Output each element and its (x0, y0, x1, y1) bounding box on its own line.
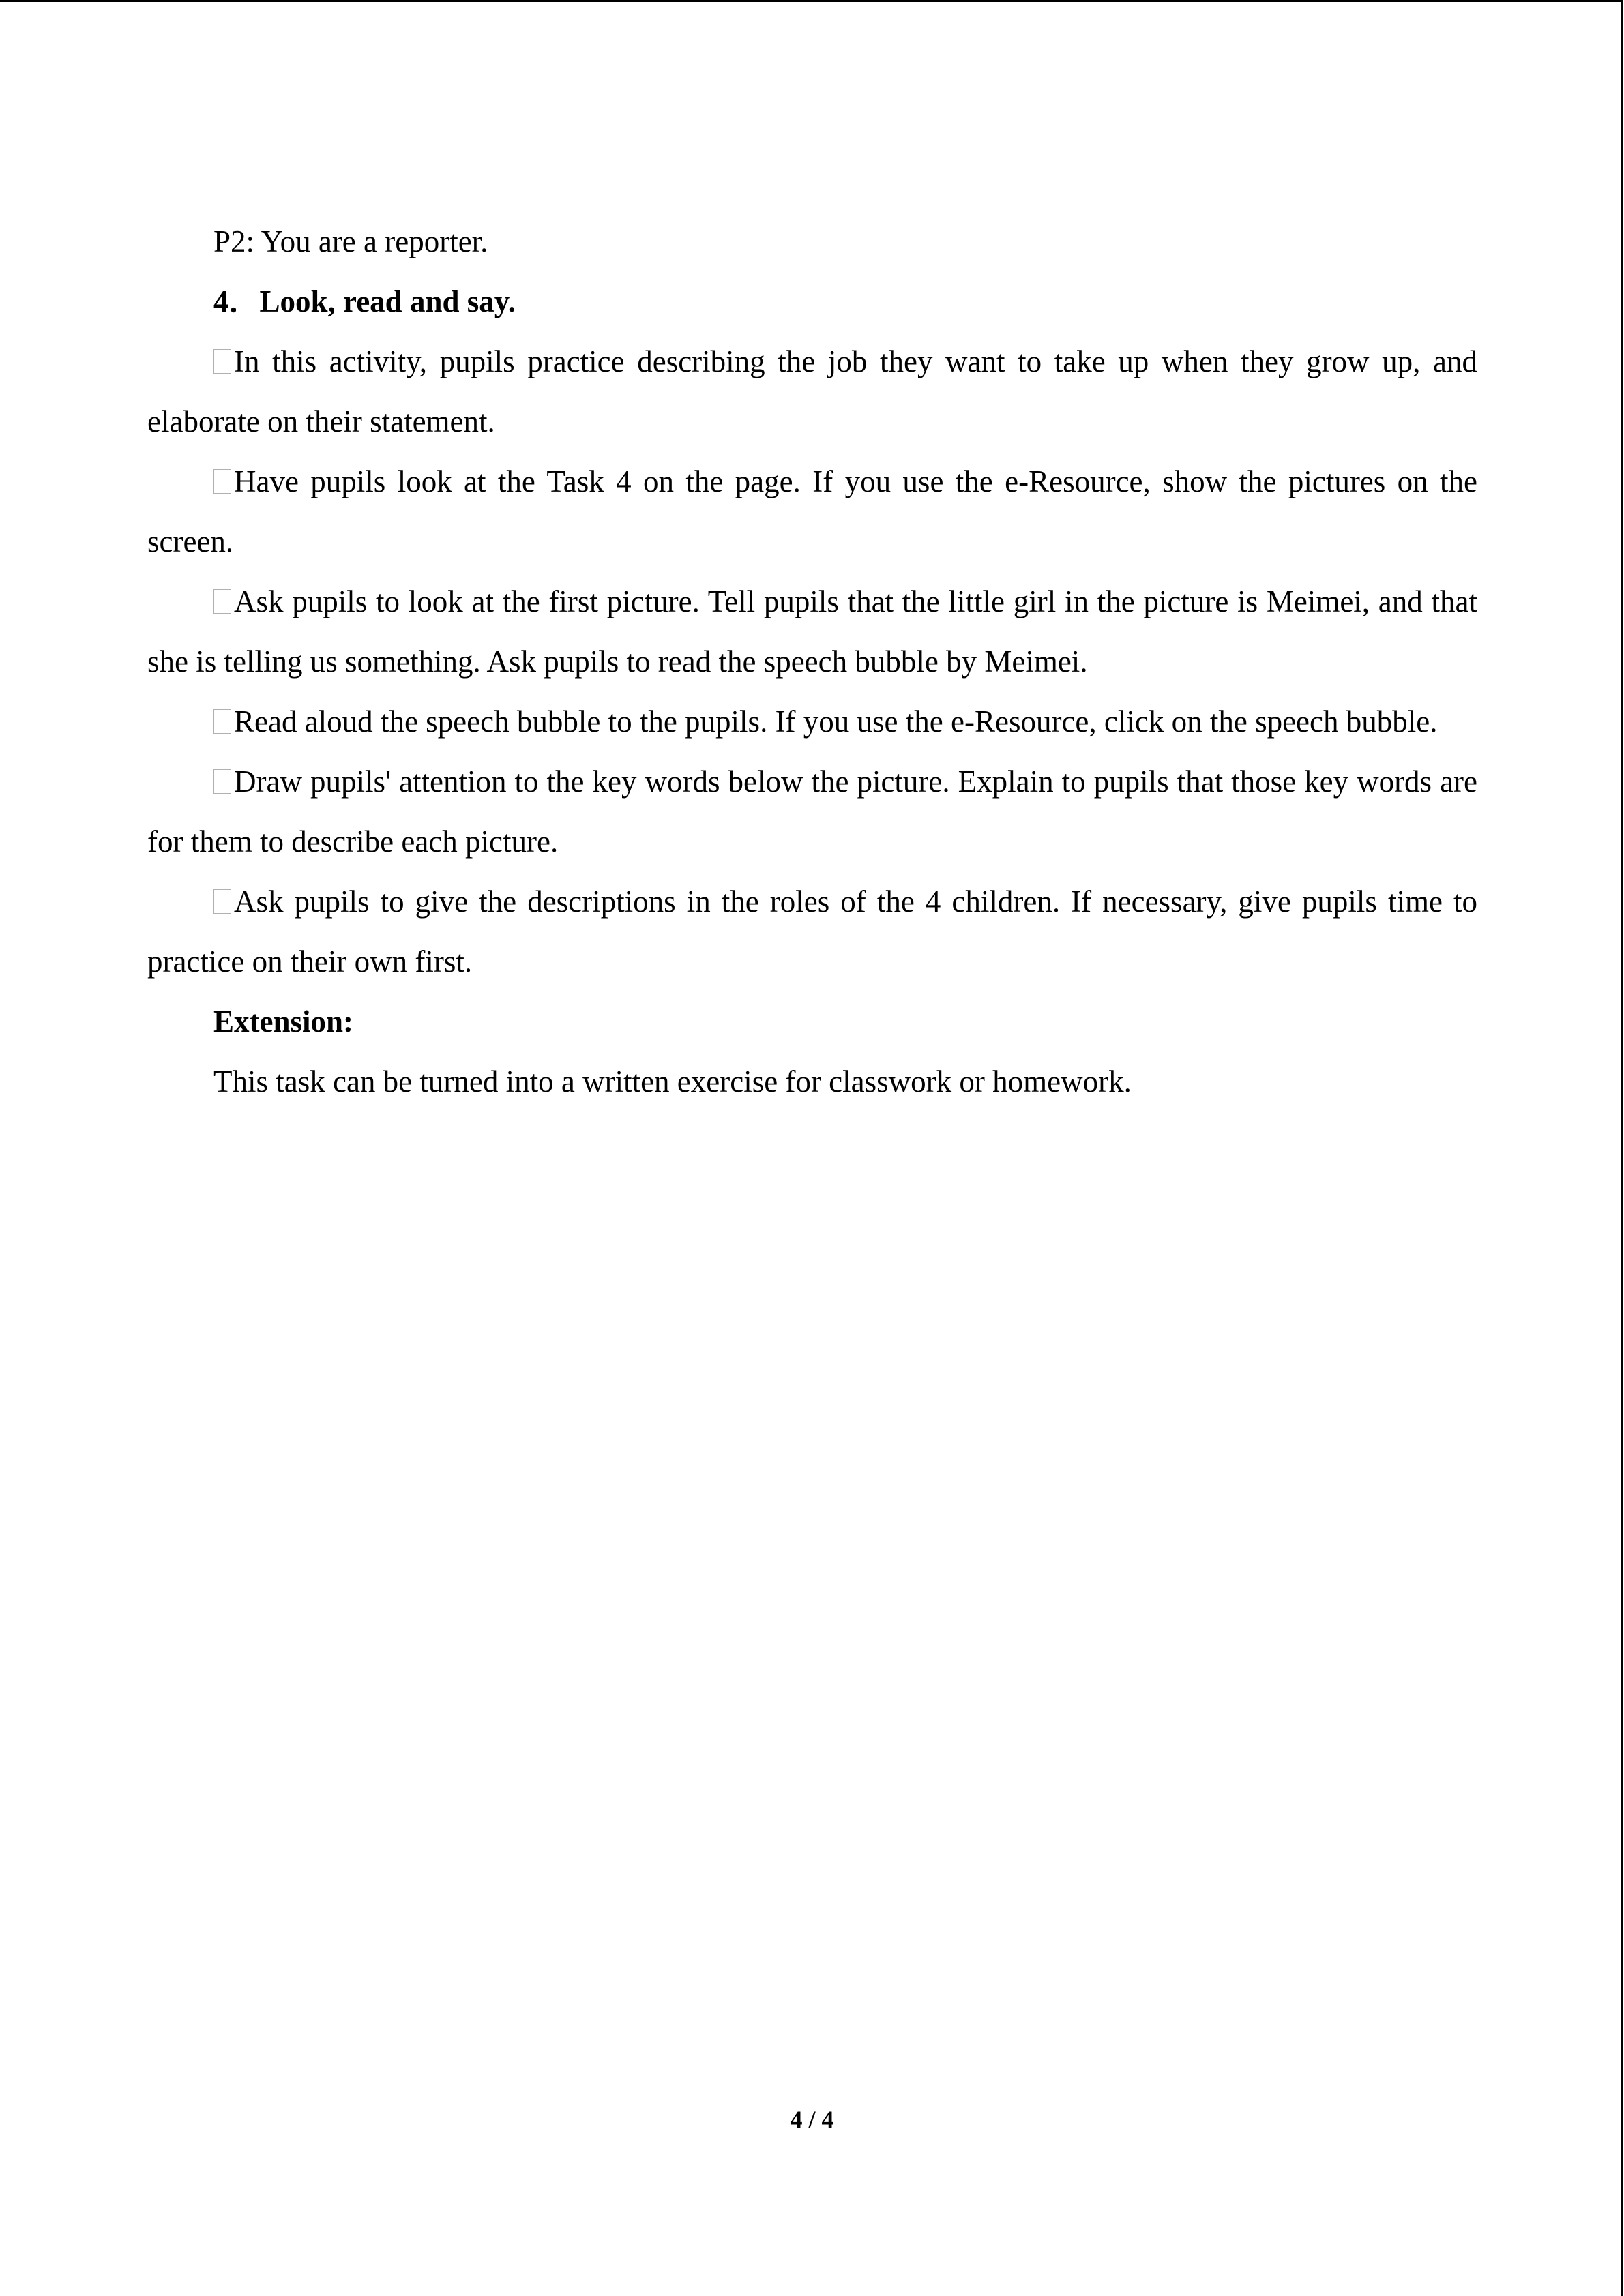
extension-body-text: This task can be turned into a written exercise for classwork or homework. (213, 1064, 1132, 1099)
paragraph-activity (147, 331, 1477, 451)
extension-text (147, 1052, 1477, 1112)
missing-glyph-box-icon (213, 769, 231, 794)
paragraph-text: Ask pupils to look at the first picture. Tell pupils that the little girl in the picture is Meimei, and that she is telling us something. Ask pupils to read the speech bubble by Meimei. (147, 584, 1477, 679)
missing-glyph-box-icon (213, 889, 231, 914)
extension-heading-text: Extension: (213, 1004, 354, 1039)
page-number: 4 / 4 (790, 2106, 834, 2133)
extension-heading (147, 992, 1477, 1052)
missing-glyph-box-icon (213, 469, 231, 494)
missing-glyph-box-icon (213, 709, 231, 734)
paragraph-first-picture (147, 571, 1477, 691)
paragraph-text: Ask pupils to give the descriptions in the roles of the 4 children. If necessary, give pupils time to practice on their own first. (147, 884, 1477, 979)
paragraph-look-task (147, 451, 1477, 571)
paragraph-text: Read aloud the speech bubble to the pupils. If you use the e-Resource, click on the speech bubble. (234, 704, 1438, 739)
paragraph-key-words (147, 751, 1477, 871)
paragraph-text: Draw pupils' attention to the key words below the picture. Explain to pupils that those key words are for them to describe each picture. (147, 764, 1477, 859)
section-heading (147, 271, 1477, 331)
missing-glyph-box-icon (213, 589, 231, 614)
paragraph-read-aloud (147, 691, 1477, 751)
document-body (147, 211, 1477, 1112)
missing-glyph-box-icon (213, 349, 231, 374)
paragraph-text: Have pupils look at the Task 4 on the page. If you use the e-Resource, show the pictures on the screen. (147, 464, 1477, 558)
section-heading-text: 4．Look, read and say. (213, 284, 516, 318)
p2-line-text: P2: You are a reporter. (213, 224, 488, 258)
paragraph-text: In this activity, pupils practice describing the job they want to take up when they grow up, and elaborate on their statement. (147, 344, 1477, 438)
paragraph-roles (147, 871, 1477, 992)
p2-line (147, 211, 1477, 271)
